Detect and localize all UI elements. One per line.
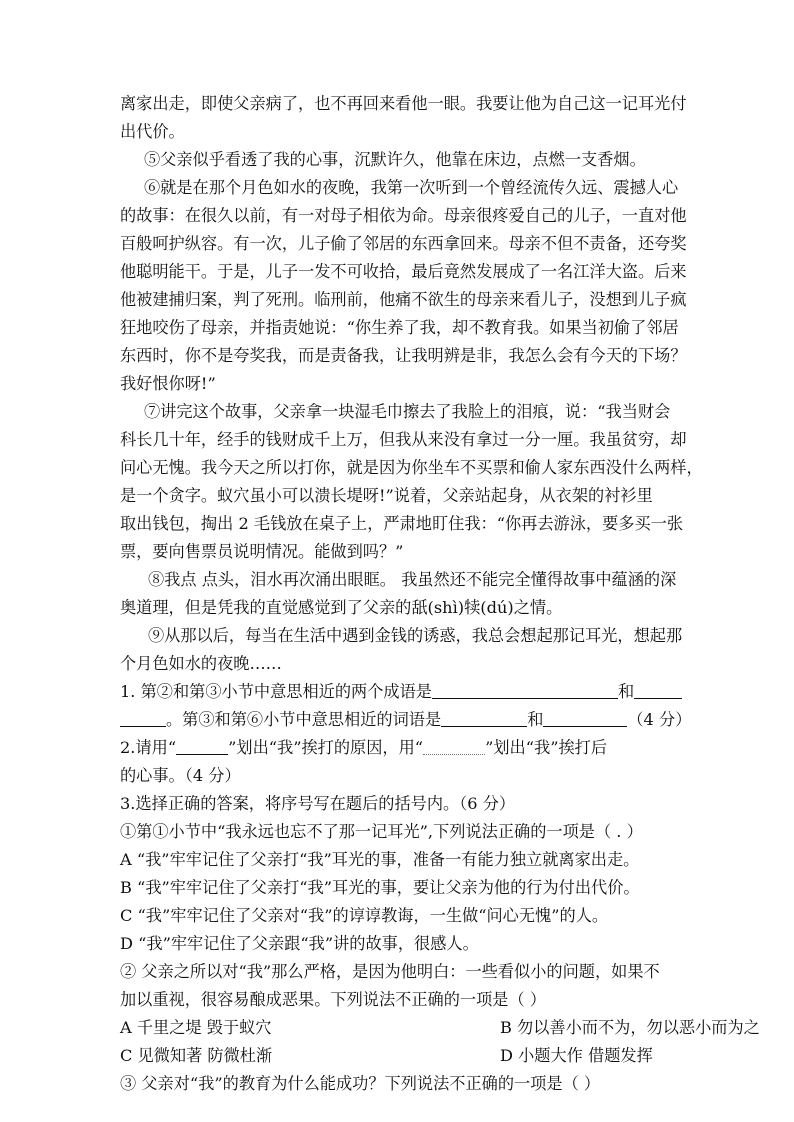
answer-blank[interactable] — [120, 710, 166, 727]
passage-line: 百般呵护纵容。有一次，儿子偷了邻居的东西拿回来。母亲不但不责备，还夸奖 — [120, 234, 687, 253]
passage-line: 票，要向售票员说明情况。能做到吗？” — [120, 542, 404, 561]
question-1: 1. 第②和第③小节中意思相近的两个成语是 和 — [120, 678, 794, 706]
passage-line: 问心无愧。我今天之所以打你，就是因为你坐车不买票和偷人家东西没什么两样， — [120, 458, 703, 477]
passage-line: 奥道理，但是凭我的直觉感觉到了父亲的舐(shì)犊(dú)之情。 — [120, 598, 563, 617]
question-3-3: ③ 父亲对“我”的教育为什么能成功？下列说法不正确的一项是（ ） — [120, 1074, 601, 1093]
question-3: 3.选择正确的答案，将序号写在题后的括号内。（6 分） — [120, 794, 516, 813]
paragraph-5: ⑤父亲似乎看透了我的心事，沉默许久，他靠在床边，点燃一支香烟。 — [144, 150, 646, 169]
question-2: 2.请用“ ”划出“我”挨打的原因，用“ ”划出“我”挨打后 — [120, 738, 608, 757]
passage-line: 东西时，你不是夸奖我，而是责备我，让我明辨是非，我怎么会有今天的下场？ — [120, 346, 687, 365]
answer-blank[interactable] — [634, 682, 682, 699]
passage-line: 是一个贪字。蚁穴虽小可以溃长堤呀!”说着，父亲站起身，从衣架的衬衫里 — [120, 486, 653, 505]
answer-blank[interactable] — [441, 710, 527, 727]
passage-line: 取出钱包，掏出 2 毛钱放在桌子上，严肃地盯住我：“你再去游泳，要多买一张 — [120, 514, 684, 533]
passage-line: 离家出走，即使父亲病了，也不再回来看他一眼。我要让他为自己这一记耳光付 — [120, 94, 687, 113]
passage-line: 他被建捕归案，判了死刑。临刑前，他痛不欲生的母亲来看儿子，没想到儿子疯 — [120, 290, 687, 309]
question-3-2-cont: 加以重视，很容易酿成恶果。下列说法不正确的一项是（ ） — [120, 990, 547, 1009]
option-c[interactable]: C 见微知著 防微杜渐 — [120, 1046, 273, 1065]
passage-line: 狂地咬伤了母亲，并指责她说：“你生养了我，却不教育我。如果当初偷了邻居 — [120, 318, 679, 337]
paragraph-8: ⑧我点 点头，泪水再次涌出眼眶。 我虽然还不能完全懂得故事中蕴涵的深 — [148, 570, 677, 589]
option-row — [120, 1042, 794, 1070]
option-b[interactable]: B “我”牢牢记住了父亲打“我”耳光的事，要让父亲为他的行为付出代价。 — [120, 878, 640, 897]
wavy-underline-sample — [423, 738, 485, 755]
answer-blank[interactable] — [432, 682, 618, 699]
option-d[interactable]: D “我”牢牢记住了父亲跟“我”讲的故事，很感人。 — [120, 934, 479, 953]
option-row — [120, 1014, 794, 1042]
question-1-cont: 。第③和第⑥小节中意思相近的词语是 和 （4 分） — [120, 706, 794, 734]
option-a[interactable]: A “我”牢牢记住了父亲打“我”耳光的事，准备一有能力独立就离家出走。 — [120, 850, 640, 869]
passage-line: 科长几十年，经手的钱财成千上万，但我从来没有拿过一分一厘。我虽贫穷，却 — [120, 430, 687, 449]
straight-underline-sample — [176, 738, 228, 755]
passage-line: 他聪明能干。于是，儿子一发不可收拾，最后竟然发展成了一名江洋大盗。后来 — [120, 262, 687, 281]
passage-line: 的故事：在很久以前，有一对母子相依为命。母亲很疼爱自己的儿子，一直对他 — [120, 206, 687, 225]
paragraph-9: ⑨从那以后，每当在生活中遇到金钱的诱惑，我总会想起那记耳光，想起那 — [148, 626, 683, 645]
option-b[interactable]: B 勿以善小而不为，勿以恶小而为之 — [500, 1018, 760, 1037]
option-c[interactable]: C “我”牢牢记住了父亲对“我”的谆谆教诲，一生做“问心无愧”的人。 — [120, 906, 609, 925]
paragraph-6: ⑥就是在那个月色如水的夜晚，我第一次听到一个曾经流传久远、震撼人心 — [144, 178, 679, 197]
paragraph-7: ⑦讲完这个故事，父亲拿一块湿毛巾擦去了我脸上的泪痕，说：“我当财会 — [144, 402, 671, 421]
option-d[interactable]: D 小题大作 借题发挥 — [500, 1046, 653, 1065]
question-3-2: ② 父亲之所以对“我”那么严格，是因为他明白：一些看似小的问题，如果不 — [120, 962, 660, 981]
answer-blank[interactable] — [543, 710, 627, 727]
question-3-1: ①第①小节中“我永远也忘不了那一记耳光”,下列说法正确的一项是（ . ） — [120, 822, 643, 841]
question-2-cont: 的心事。（4 分） — [120, 766, 241, 785]
option-a[interactable]: A 千里之堤 毁于蚁穴 — [120, 1018, 272, 1037]
passage-line: 个月色如水的夜晚…… — [120, 654, 282, 673]
passage-line: 我好恨你呀!” — [120, 374, 216, 393]
passage-line: 出代价。 — [120, 122, 185, 141]
